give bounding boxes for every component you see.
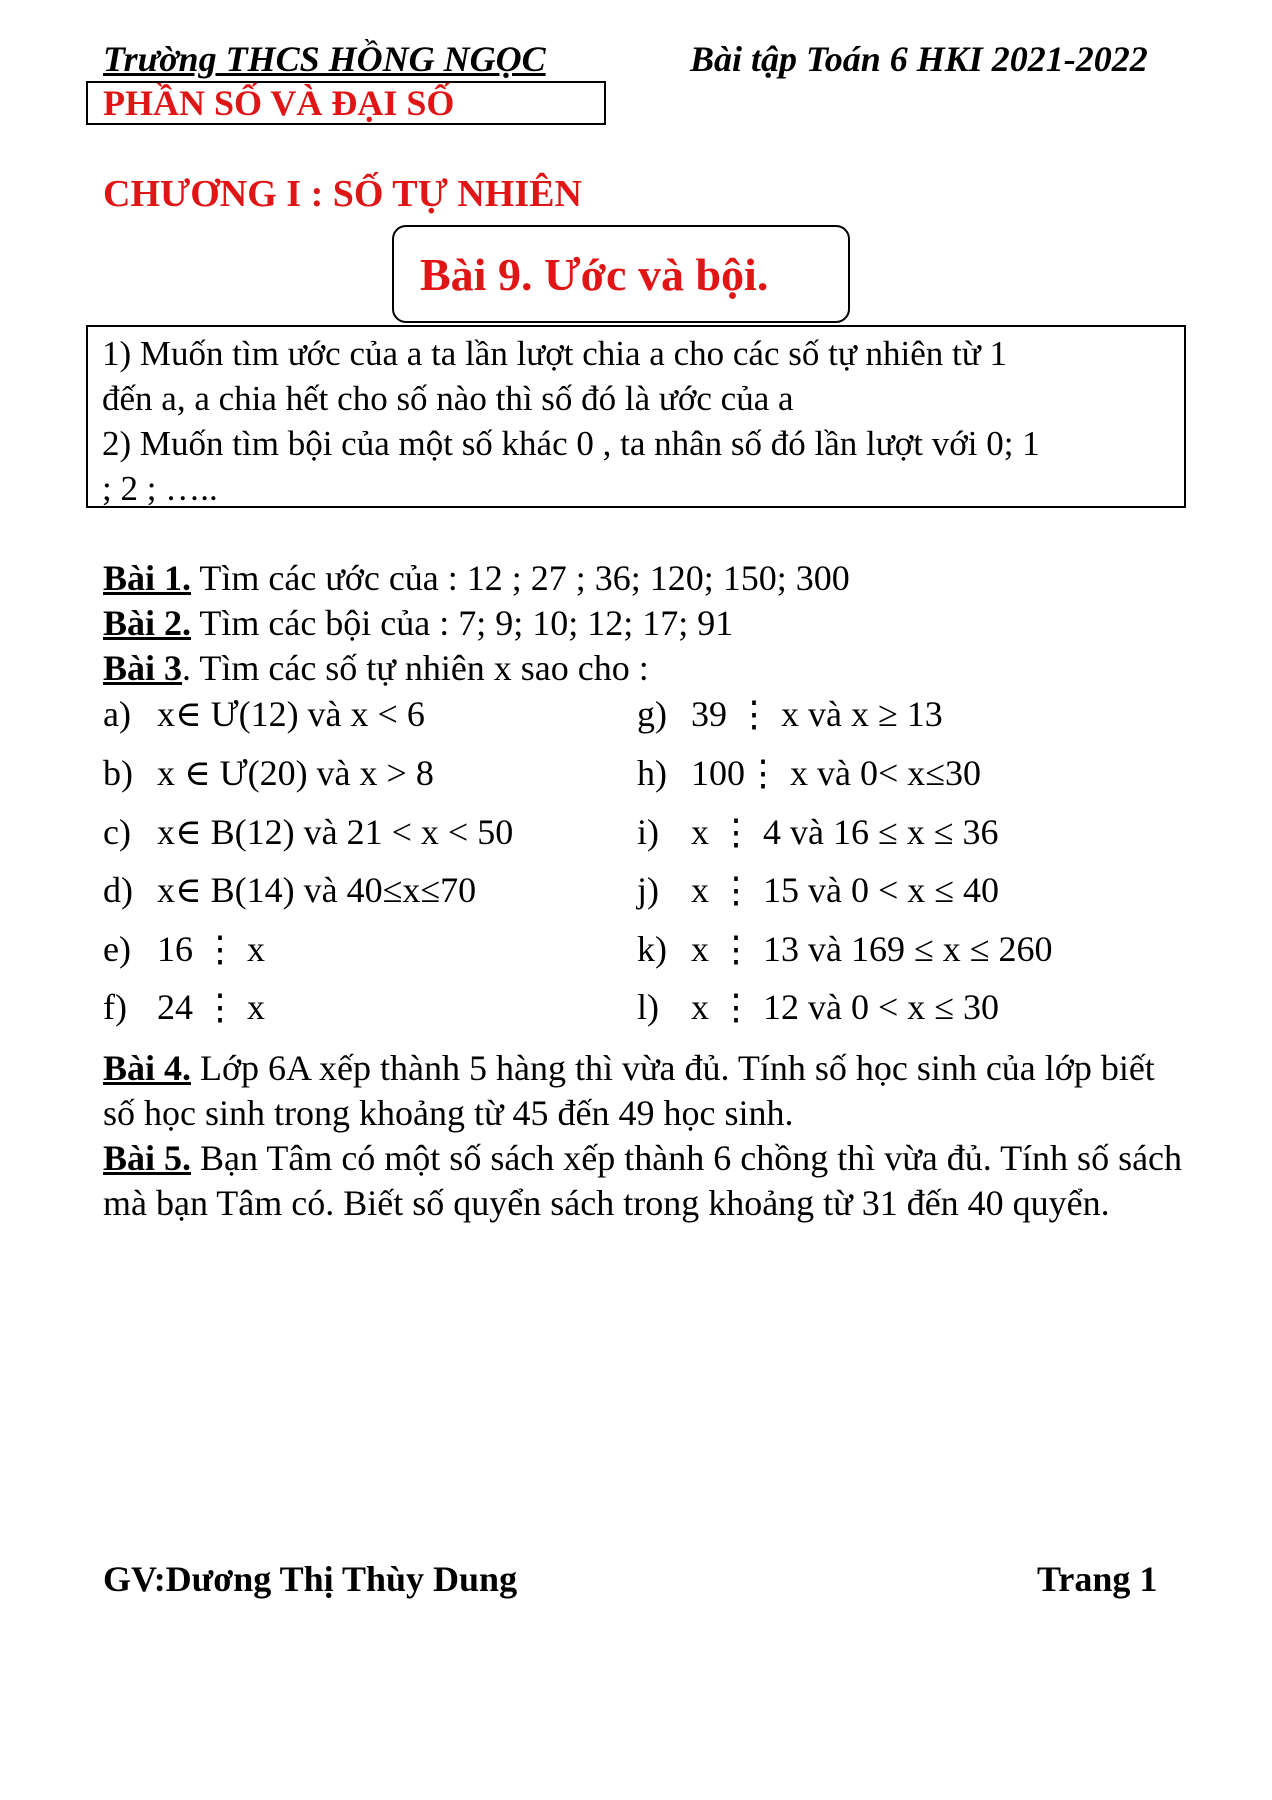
exercise-3-item: d) x∈ B(14) và 40≤x≤70 [103, 870, 477, 910]
teacher-name: GV:Dương Thị Thùy Dung [103, 1559, 518, 1599]
exercise-3-item: j) x ⋮ 15 và 0 < x ≤ 40 [637, 870, 1000, 910]
exercise-3-item: c) x∈ B(12) và 21 < x < 50 [103, 812, 514, 852]
lesson-title-box [392, 225, 850, 323]
exercise-3 [103, 646, 649, 691]
exercise-1 [103, 556, 850, 601]
exercise-text: Tìm các ước của : 12 ; 27 ; 36; 120; 150; 300 [191, 558, 850, 598]
school-name: Trường THCS HỒNG NGỌC [103, 39, 546, 79]
exercise-text: Lớp 6A xếp thành 5 hàng thì vừa đủ. Tính số học sinh của lớp biết số học sinh trong khoảng từ 45 đến 49 học sinh. [103, 1048, 1155, 1133]
exercise-label: Bài 5. [103, 1138, 192, 1178]
exercise-label: Bài 1. [103, 558, 192, 598]
exercise-text: Bạn Tâm có một số sách xếp thành 6 chồng thì vừa đủ. Tính số sách mà bạn Tâm có. Biết số quyển sách trong khoảng từ 31 đến 40 quyển. [103, 1138, 1183, 1223]
exercise-2 [103, 601, 733, 646]
theory-line: 1) Muốn tìm ước của a ta lần lượt chia a cho các số tự nhiên từ 1 [102, 334, 1007, 373]
exercise-text: Tìm các bội của : 7; 9; 10; 12; 17; 91 [191, 603, 734, 643]
exercise-label: Bài 4. [103, 1048, 192, 1088]
course-title: Bài tập Toán 6 HKI 2021-2022 [690, 39, 1148, 79]
exercise-4 [103, 1046, 1193, 1136]
exercise-3-item: e) 16 ⋮ x [103, 929, 265, 969]
exercise-3-item: k) x ⋮ 13 và 169 ≤ x ≤ 260 [637, 929, 1053, 969]
exercise-3-item: l) x ⋮ 12 và 0 < x ≤ 30 [637, 987, 1000, 1027]
exercise-3-item: b) x ∈ Ư(20) và x > 8 [103, 753, 434, 793]
page-number: Trang 1 [1037, 1559, 1158, 1599]
exercise-3-item: i) x ⋮ 4 và 16 ≤ x ≤ 36 [637, 812, 999, 852]
theory-line: 2) Muốn tìm bội của một số khác 0 , ta nhân số đó lần lượt với 0; 1 [102, 424, 1040, 463]
part-title: PHẦN SỐ VÀ ĐẠI SỐ [103, 83, 455, 123]
theory-line: ; 2 ; ….. [102, 469, 218, 508]
exercise-3-item: h) 100⋮ x và 0< x≤30 [637, 753, 982, 793]
theory-line: đến a, a chia hết cho số nào thì số đó là ước của a [102, 379, 794, 418]
exercise-3-item: f) 24 ⋮ x [103, 987, 265, 1027]
exercise-label: Bài 2. [103, 603, 192, 643]
exercise-3-item: a) x∈ Ư(12) và x < 6 [103, 694, 425, 734]
exercise-text: . Tìm các số tự nhiên x sao cho : [182, 648, 649, 688]
lesson-title: Bài 9. Ước và bội. [420, 248, 769, 300]
exercise-3-item: g) 39 ⋮ x và x ≥ 13 [637, 694, 943, 734]
chapter-title: CHƯƠNG I : SỐ TỰ NHIÊN [103, 173, 582, 215]
exercise-label: Bài 3 [103, 648, 183, 688]
exercise-5 [103, 1136, 1193, 1226]
theory-box [86, 325, 1186, 508]
